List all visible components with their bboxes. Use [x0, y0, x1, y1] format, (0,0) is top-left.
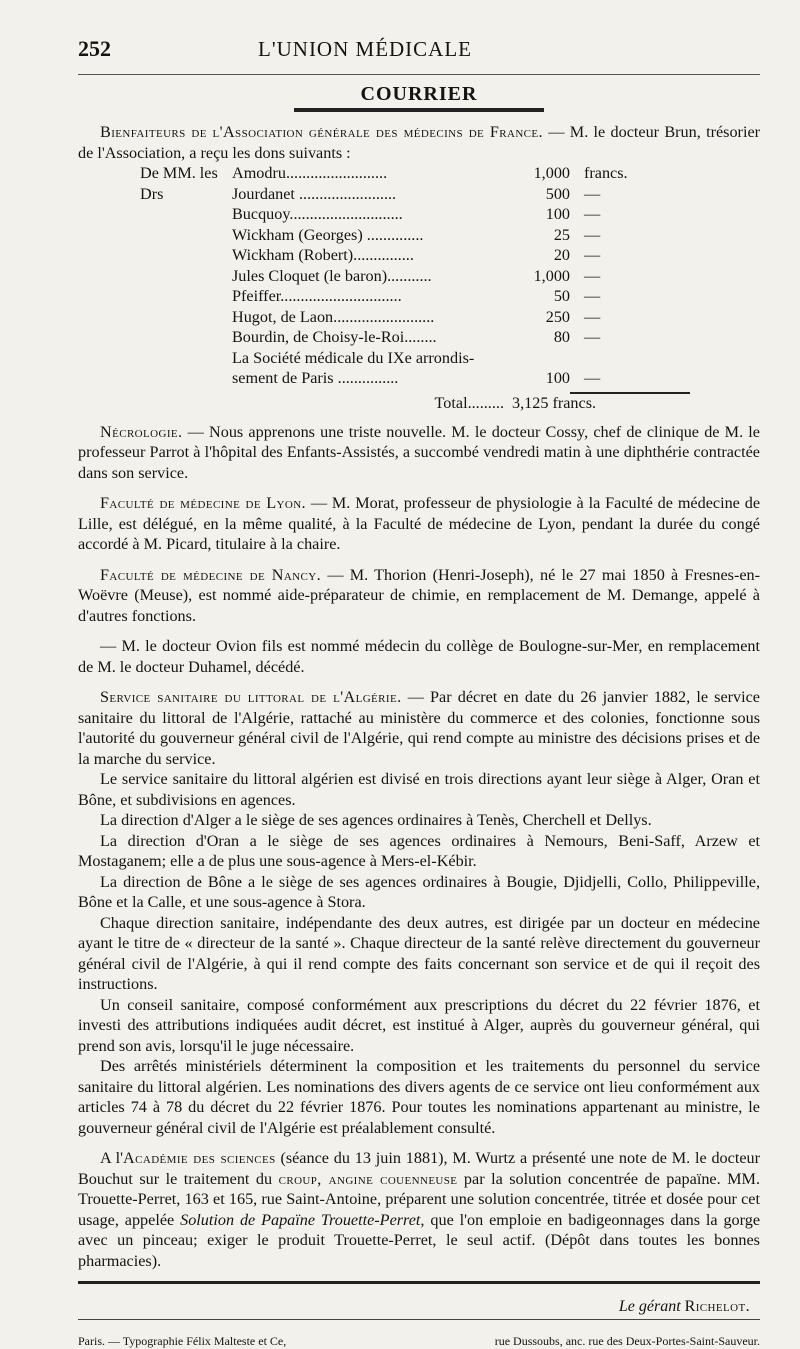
donor-name: Jourdanet ........................: [232, 184, 397, 203]
algerie-heading: Service sanitaire du littoral de l'Algérie.: [100, 688, 402, 706]
imprint-rule: [78, 1319, 760, 1320]
donor-unit: francs.: [584, 164, 628, 182]
donor-unit: —: [584, 225, 601, 244]
algerie-subparagraph: Le service sanitaire du littoral algérien est divisé en trois directions ayant leur siège à Alger, Oran et Bône, et subdivisions en agences.: [78, 770, 760, 809]
donor-unit: —: [584, 184, 601, 203]
total-row: [140, 394, 760, 416]
donation-row: [140, 266, 760, 287]
ovion-paragraph: [78, 636, 760, 677]
academie-lead: A l': [100, 1149, 124, 1167]
donation-row: [140, 184, 760, 205]
societe-unit: —: [584, 369, 601, 387]
imprint-right: rue Dussoubs, anc. rue des Deux-Portes-Saint-Sauveur.: [494, 1334, 760, 1348]
academie-heading: Académie des sciences: [123, 1149, 276, 1167]
necrologie-text: — Nous apprenons une triste nouvelle. M. le docteur Cossy, chef de clinique de M. le professeur Parrot à l'hôpital des Enfants-Assistés, a succombé vendredi matin à une diphthérie contractée dans son service.: [78, 422, 760, 482]
academie-text-2: par la solution concentrée de papaïne. MM. Trouette-Perret, 163 et 165, rue Saint-Antoine, préparent une solution concentrée, titrée et dosée pour cet usage, appelée: [78, 1169, 760, 1229]
donor-amount: 25: [553, 225, 570, 244]
algerie-paragraph: [78, 687, 760, 769]
donation-row: [140, 368, 760, 389]
signature: [78, 1298, 760, 1316]
bienfaiteurs-heading: Bienfaiteurs de l'Association générale des médecins de France.: [100, 123, 543, 141]
signature-label: Le gérant: [618, 1298, 681, 1315]
page-number: 252: [78, 36, 111, 61]
algerie-intro: — Par décret en date du 26 janvier 1882, le service sanitaire du littoral de l'Algérie, rattaché au ministère du commerce et des colonies, fonctionne sous l'autorité du gouverneur général civil de l'Algérie, qui rend compte au ministre des décisions prises et de la marche du service.: [78, 688, 760, 768]
donor-unit: —: [584, 246, 601, 264]
imprint-left: Paris. — Typographie Félix Malteste et Ce,: [78, 1334, 287, 1348]
societe-line-2: sement de Paris ...............: [232, 369, 399, 387]
donor-unit: —: [584, 287, 601, 305]
donor-amount: 1,000: [533, 266, 570, 285]
donor-unit: —: [584, 205, 601, 223]
societe-line-1: La Société médicale du IXe arrondis-: [232, 348, 475, 367]
lyon-heading: Faculté de médecine de Lyon.: [100, 494, 306, 512]
academie-croup: croup, angine couenneuse: [278, 1169, 458, 1188]
societe-amount: 100: [545, 369, 570, 387]
donor-amount: 20: [553, 246, 570, 264]
nancy-text: — M. Thorion (Henri-Joseph), né le 27 mai 1850 à Fresnes-en-Woëvre (Meuse), est nommé aide-préparateur de chimie, en remplacement de M. Demange, appelé à d'autres fonctions.: [78, 565, 761, 625]
donation-row: [140, 327, 760, 348]
donor-amount: 500: [545, 184, 570, 203]
nancy-heading: Faculté de médecine de Nancy.: [100, 565, 322, 584]
journal-title: L'UNION MÉDICALE: [258, 37, 473, 61]
title-rule: [294, 108, 544, 112]
donor-unit: —: [584, 328, 601, 346]
algerie-subparagraph: La direction de Bône a le siège de ses agences ordinaires à Bougie, Djidjelli, Collo, Philippeville, Bône et la Calle, et une sous-agence à Stora.: [78, 872, 760, 911]
running-head: [78, 36, 760, 75]
bienfaiteurs-text: — M. le docteur Brun, trésorier de l'Association, a reçu les dons suivants :: [78, 123, 761, 162]
total-label: Total.........: [434, 393, 504, 412]
donor-name: Bucquoy............................: [232, 205, 403, 223]
algerie-subparagraph: La direction d'Oran a le siège de ses agences ordinaires à Nemours, Beni-Saff, Arzew et Mostaganem; elle a de plus une sous-agence à Mers-el-Kébir.: [78, 831, 760, 870]
donor-name: Bourdin, de Choisy-le-Roi........: [232, 328, 437, 346]
donor-name: Wickham (Robert)...............: [232, 246, 414, 264]
academie-product: Solution de Papaïne Trouette-Perret,: [180, 1210, 425, 1229]
donor-name: Pfeiffer..............................: [232, 287, 402, 305]
donor-name: Hugot, de Laon.........................: [232, 307, 435, 326]
donor-amount: 100: [545, 205, 570, 223]
donor-name: Wickham (Georges) ..............: [232, 225, 424, 244]
algerie-subparagraph: Un conseil sanitaire, composé conformément aux prescriptions du décret du 22 février 1876, et investi des attributions indiquées audit décret, est institué à Alger, auprès du gouverneur général, qui prend son avis, lorsqu'il le juge nécessaire.: [78, 995, 760, 1055]
nancy-paragraph: [78, 565, 760, 627]
total-amount: 3,125 francs.: [512, 393, 597, 412]
imprint: [78, 1334, 760, 1349]
academie-text-1: (séance du 13 juin 1881), M. Wurtz a présenté une note de M. le docteur Bouchut sur le traitement du: [78, 1149, 761, 1188]
algerie-subparagraph: Chaque direction sanitaire, indépendante des deux autres, est dirigée par un docteur en médecine ayant le titre de « directeur de la santé ». Chaque directeur de la santé relève directement du gouverneur général civil de l'Algérie, à qui il rend compte des faits concernant son service et de qui il reçoit des instructions.: [78, 913, 760, 993]
donation-row: [140, 286, 760, 307]
donor-name: Amodru.........................: [232, 164, 388, 182]
ovion-text: — M. le docteur Ovion fils est nommé médecin du collège de Boulogne-sur-Mer, en remplacement de M. le docteur Duhamel, décédé.: [78, 637, 760, 676]
donation-list: [140, 163, 760, 416]
necrologie-heading: Nécrologie.: [100, 422, 183, 441]
donation-row: [140, 307, 760, 328]
donor-amount: 1,000: [533, 164, 570, 182]
donation-row: [140, 245, 760, 266]
donation-row: [140, 204, 760, 225]
lyon-text: — M. Morat, professeur de physiologie à la Faculté de médecine de Lille, est délégué, en la même qualité, à la Faculté de médecine de Lyon, pendant la durée du congé accordé à M. Picard, titulaire à la chaire.: [78, 494, 760, 553]
bienfaiteurs-paragraph: [78, 122, 760, 163]
lyon-paragraph: [78, 493, 760, 555]
donor-name: Jules Cloquet (le baron)...........: [232, 266, 432, 285]
donation-prefix: De MM. les Drs: [140, 164, 218, 203]
section-title: COURRIER: [360, 83, 478, 105]
academie-text-3: que l'on emploie en badigeonnages dans la gorge avec un pinceau; exiger le produit Trouette-Perret, le seul actif. (Dépôt dans toutes les bonnes pharmacies).: [78, 1210, 761, 1270]
donor-unit: —: [584, 266, 601, 285]
donor-amount: 80: [553, 328, 570, 346]
donor-amount: 250: [545, 307, 570, 326]
donation-row: [140, 225, 760, 246]
necrologie-paragraph: [78, 422, 760, 484]
donor-unit: —: [584, 307, 601, 326]
algerie-subparagraph: La direction d'Alger a le siège de ses agences ordinaires à Tenès, Cherchell et Dellys.: [100, 811, 652, 829]
donor-amount: 50: [553, 287, 570, 305]
algerie-subparagraph: Des arrêtés ministériels déterminent la composition et les traitements du personnel du service sanitaire du littoral algérien. Les nominations des divers agents de ce service ont lieu conformément aux articles 74 à 78 du décret du 22 février 1876. Pour toutes les nominations appartenant au ministre, le gouverneur général civil de l'Algérie est préalablement consulté.: [78, 1057, 760, 1137]
academie-paragraph: [78, 1148, 760, 1271]
signature-name: Richelot.: [684, 1298, 750, 1315]
footer-rule: [78, 1281, 760, 1284]
